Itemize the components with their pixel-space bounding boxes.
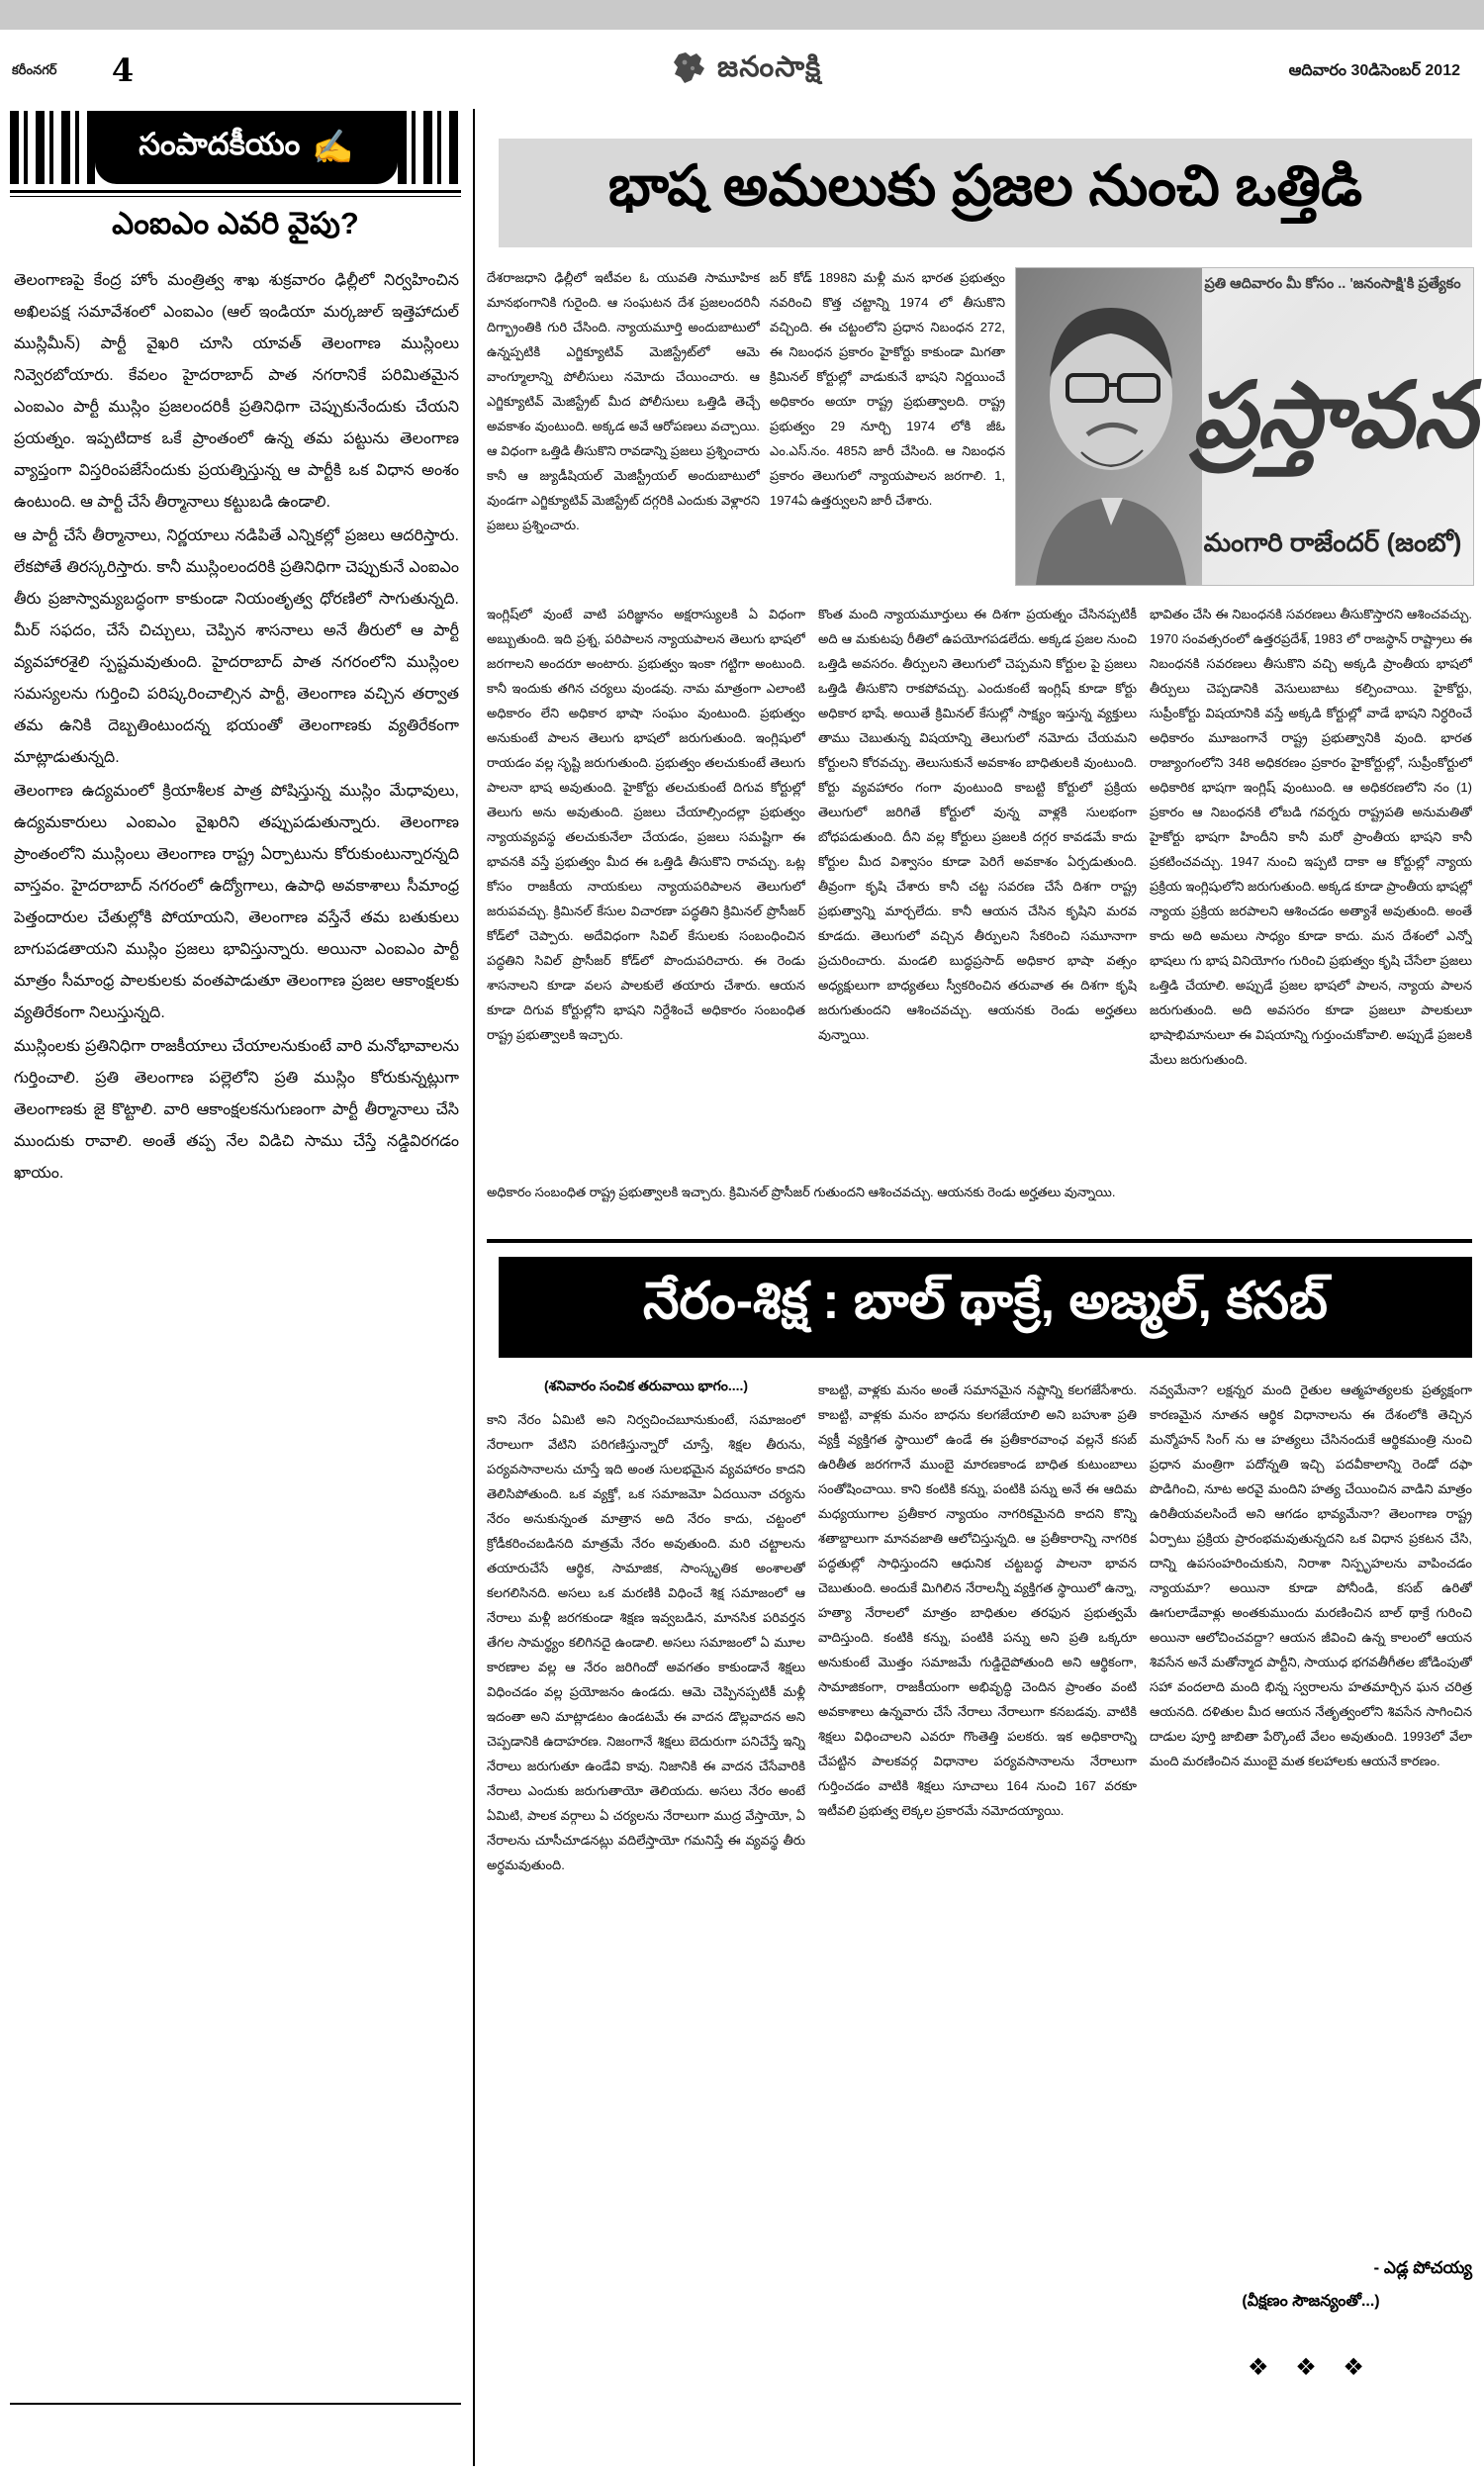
editorial-paragraph: తెలంగాణ ఉద్యమంలో క్రియాశీలక పాత్ర పోషిస్తున్న ముస్లిం మేధావులు, ఉద్యమకారులు ఎంఐఎం వైఖరిని తప్పుపడుతున్నారు. తెలంగాణ ప్రాంతంలోని ముస్లింలు తెలంగాణ రాష్ట్ర ఏర్పాటును కోరుకుంటున్నారన్నది వాస్తవం. హైదరాబాద్ నగరంలో ఉద్యోగాలు, ఉపాధి అవకాశాలు సీమాంధ్ర పెత్తందారుల చేతుల్లోకి పోయాయని, తెలంగాణ వస్తేనే తమ బతుకులు బాగుపడతాయని ముస్లిం ప్రజలు భావిస్తున్నారు. అయినా ఎంఐఎం పార్టీ మాత్రం సీమాంధ్ర పాలకులకు వంతపాడుతూ తెలంగాణ ప్రజల ఆకాంక్షలకు వ్యతిరేకంగా నిలుస్తున్నది.	[14, 783, 459, 1021]
article2-source-credit: (వీక్షణం సౌజన్యంతో...)	[1242, 2293, 1380, 2310]
banner-stripes-right	[398, 111, 461, 184]
editorial-paragraph: ఆ పార్టీ చేసే తీర్మానాలు, నిర్ణయాలు నడిపితే ఎన్నికల్లో ప్రజలు ఆదరిస్తారు. లేకపోతే తిరస్కరిస్తారు. కానీ ముస్లింలందరికి ప్రతినిధిగా చెప్పుకునే ఎంఐఎం తీరు ప్రజాస్వామ్యబద్ధంగా కాకుండా నియంతృత్వ ధోరణిలో సాగుతున్నది. మీర్ సఫదం, చేసే చిచ్చులు, చెప్పిన శాసనాలు అనే తీరులో ఆ పార్టీ వ్యవహారశైలి స్పష్టమవుతుంది. హైదరాబాద్ పాత నగరంలోని ముస్లింల సమస్యలను గుర్తించి పరిష్కరించాల్సిన పార్టీ, తెలంగాణ వచ్చిన తర్వాత తమ ఉనికి దెబ్బతింటుందన్న భయంతో తెలంగాణకు వ్యతిరేకంగా మాట్లాడుతున్నది.	[14, 527, 459, 766]
article1-headline-banner: భాష అమలుకు ప్రజల నుంచి ఒత్తిడి	[499, 139, 1472, 247]
editorial-paragraph: తెలంగాణపై కేంద్ర హోం మంత్రిత్వ శాఖ శుక్రవారం ఢిల్లీలో నిర్వహించిన అఖిలపక్ష సమావేశంలో ఎంఐఎం (ఆల్ ఇండియా మర్కజుల్ ఇత్తెహాదుల్ ముస్లిమీన్) పార్టీ వైఖరి చూసి యావత్ తెలంగాణ ముస్లింలు నివ్వెరబోయారు. కేవలం హైదరాబాద్ పాత నగరానికే పరిమితమైన ఎంఐఎం పార్టీ ముస్లిం ప్రజలందరికీ ప్రతినిధిగా చెప్పుకునేందుకు చేయని ప్రయత్నం. ఇప్పటిదాక ఒకే ప్రాంతంలో ఉన్న తమ పట్టును తెలంగాణ వ్యాప్తంగా విస్తరింపజేసేందుకు ప్రయత్నిస్తున్న ఆ పార్టీకి ఒక విధాన అంశం ఉంటుంది. ఆ పార్టీ చేసే తీర్మానాలు కట్టుబడి ఉండాలి.	[14, 272, 459, 511]
editorial-double-rule	[10, 190, 461, 197]
article1-body-column-1: ఇంగ్లిష్‌లో వుంటే వాటి పరిజ్ఞానం అక్షరాస్యులకి ఏ విధంగా అబ్బుతుంది. ఇది ప్రశ్న, పరిపాలన న్యాయపాలన తెలుగు భాషలో జరగాలని అందరూ అంటారు. ప్రభుత్వం ఇంకా గట్టిగా అంటుంది. కానీ ఇందుకు తగిన చర్యలు వుండవు. నామ మాత్రంగా ఎలాంటి అధికారం లేని అధికార భాషా సంఘం వుంటుంది. ప్రభుత్వం అనుకుంటే పాలన తెలుగు భాషలో జరుగుతుంది. ఇంగ్లిషులో రాయడం వల్ల సృష్టి జరుగుతుంది. ప్రభుత్వం తలచుకుంటే తెలుగు పాలనా భాష అవుతుంది. హైకోర్టు తలచుకుంటే దిగువ కోర్టుల్లో తెలుగు అను అవుతుంది. ప్రజలు చేయాల్సిందల్లా ప్రభుత్వం న్యాయవ్యవస్థ తలచుకునేలా చేయడం, ప్రజలు సమష్టిగా ఈ భావనకి వస్తే ప్రభుత్వం మీద ఈ ఒత్తిడి తీసుకొని రావచ్చు. ఒట్ల కోసం రాజకీయ నాయకులు న్యాయపరిపాలన తెలుగులో జరుపవచ్చు. క్రిమినల్ కేసుల విచారణా పద్ధతిని క్రిమినల్ ప్రొసీజర్ కోడ్‌లో చెప్పారు. అదేవిధంగా సివిల్ కేసులకు సంబంధించిన పద్ధతిని సివిల్ ప్రొసీజర్ కోడ్‌లో పొందుపరిచారు. ఈ రెండు శాసనాలని కూడా వలస పాలకులే తయారు చేశారు. ఆయన కూడా దిగువ కోర్టుల్లోని భాషని నిర్దేశించే అధికారం సంబంధిత రాష్ట్ర ప్రభుత్వాలకి ఇచ్చారు.	[487, 607, 805, 1042]
writing-hand-icon: ✍	[312, 129, 354, 166]
editorial-bottom-rule	[10, 2403, 461, 2405]
page-number: 4	[99, 49, 146, 90]
editorial-section-title: సంపాదకీయం	[139, 126, 301, 161]
article2-body-column-2: కాబట్టి, వాళ్లకు మనం అంతే సమానమైన నష్టాన్ని కలగజేసేశారు. కాబట్టి, వాళ్లకు మనం బాధను కలగజేయాలి అని బహుశా ప్రతి వ్యక్తీ వ్యక్తిగత స్థాయిలో ఉండే ఈ ప్రతీకారవాంఛ వల్లనే కసబ్ ఉరితీత జరగగానే ముంబై మారణకాండ బాధిత కుటుంబాలు సంతోషించాయి. కాని కంటికి కన్ను, పంటికి పన్ను అనే ఈ ఆదిమ మధ్యయుగాల ప్రతీకార న్యాయం నాగరికమైనది కాదని కొన్ని శతాబ్దాలుగా మానవజాతి ఆలోచిస్తున్నది. ఆ ప్రతీకారాన్ని నాగరిక పద్ధతుల్లో సాధిస్తుందని ఆధునిక చట్టబద్ధ పాలనా భావన చెబుతుంది. అందుకే మిగిలిన నేరాలన్నీ వ్యక్తిగత స్థాయిలో ఉన్నా, హత్యా నేరాలలో మాత్రం బాధితుల తరఫున ప్రభుత్వమే వాదిస్తుంది. కంటికి కన్ను, పంటికి పన్ను అని ప్రతి ఒక్కరూ అనుకుంటే మొత్తం సమాజమే గుడ్డిదైపోతుంది అని ఆర్థికంగా, సామాజికంగా, రాజకీయంగా అభివృద్ధి చెందిన ప్రాంతం వంటి అవకాశాలు ఉన్నవారు చేసే నేరాలు నేరాలుగా కనబడవు. వాటికి శిక్షలు విధించాలని ఎవరూ గొంతెత్తి పలకరు. ఇక అధికారాన్ని చేపట్టిన పాలకవర్గ విధానాల పర్యవసానాలను నేరాలుగా గుర్తించడం వాటికి శిక్షలు సూచాలు 164 నుంచి 167 వరకూ ఇటీవలి ప్రభుత్వ లెక్కల ప్రకారమే నమోదయ్యాయి.	[818, 1382, 1137, 1818]
article2-author-signature: - ఎడ్ల పోచయ్య	[1373, 2258, 1472, 2277]
issue-date: ఆదివారం 30డిసెంబర్ 2012	[1288, 62, 1460, 79]
article1-body-column-3: భావితం చేసి ఈ నిబంధనకి సవరణలు తీసుకొస్తారని ఆశించవచ్చు. 1970 సంవత్సరంలో ఉత్తరప్రదేశ్, 1983 లో రాజస్థాన్ రాష్ట్రాలు ఈ నిబంధనకి సవరణలు తీసుకొని వచ్చి అక్కడి ప్రాంతీయ భాషలో తీర్పులు చెప్పడానికి వెసులుబాటు కల్పించాయి. హైకోర్టు, సుప్రీంకోర్టు విషయానికి వస్తే అక్కడి కోర్టుల్లో వాడే భాషని నిర్ధరించే అధికారం మూజంగానే రాష్ట్ర ప్రభుత్వానికి వుంది. భారత రాజ్యాంగంలోని 348 అధికరణం ప్రకారం హైకోర్టుల్లో, సుప్రీంకోర్టులో అధికారిక భాషగా ఇంగ్లిష్ వుంటుంది. ఆ అధికరణలోని నం (1) ప్రకారం ఆ నిబంధనకి లోబడి గవర్నరు రాష్ట్రపతి అనుమతితో హైకోర్టు భాషగా హిందీని కానీ మరో ప్రాంతీయ భాషని కానీ ప్రకటించవచ్చు. 1947 నుంచి ఇప్పటి దాకా ఆ కోర్టుల్లో న్యాయ ప్రక్రియ ఇంగ్లిషులోని జరుగుతుంది. అక్కడ కూడా ప్రాంతీయ భాషల్లో న్యాయ ప్రక్రియ జరపాలని ఆశించడం అత్యాశే అవుతుంది. అంతే కాదు అది అమలు సాధ్యం కూడా కాదు. మన దేశంలో ఎన్నో భాషలు గు భాష వినియోగం గురించి ప్రభుత్వం కృషి చేసేలా ప్రజలు ఒత్తిడి చేయాలి. అప్పుడే ప్రజల భాషలో పాలన, న్యాయ పాలన జరుగుతుంది. అది అవసరం కూడా ప్రజలూ పాలకులూ భాషాభిమానులూ ఈ విషయాన్ని గుర్తుంచుకోవాలి. అప్పుడే ప్రజలకి మేలు జరుగుతుంది.	[1150, 607, 1472, 1067]
article1-closing-line: అధికారం సంబంధిత రాష్ట్ర ప్రభుత్వాలకి ఇచ్చారు. క్రిమినల్ ప్రొసీజర్ గుతుందని ఆశించవచ్చు. ఆయనకు రెండు అర్హతలు వున్నాయి.	[487, 1185, 1116, 1199]
masthead-title: జనంసాక్షి	[717, 51, 822, 83]
editorial-section-banner-core	[95, 111, 398, 184]
feature-author-byline: మంగారి రాజేందర్ (జంబో)	[1203, 527, 1462, 557]
article-end-ornament: ❖ ❖ ❖	[1248, 2354, 1374, 2381]
articles-region	[473, 109, 1482, 2466]
article2-continuation-note: (శనివారం సంచిక తరువాయి భాగం....)	[543, 1378, 749, 1393]
editorial-body	[14, 265, 459, 2393]
page-header-bar	[0, 0, 1484, 30]
article2-body-column-3: నవ్వమేనా? లక్షన్నర మంది రైతుల ఆత్మహత్యలకు ప్రత్యక్షంగా కారణమైన నూతన ఆర్థిక విధానాలను ఈ దేశంలోకి తెచ్చిన మన్మోహన్ సింగ్ ను ఆ హత్యలు చేసినందుకే ఆర్థికమంత్రి నుంచి ప్రధాన మంత్రిగా పదోన్నతి ఇచ్చి పదవీకాలాన్ని రెండో దఫా పొడిగించి, నూట అరవై మందిని హత్య చేయించిన వాడిని మాత్రం ఉరితీయవలసిందే అని ఆగడం భావ్యమేనా? తెలంగాణ రాష్ట్ర ఏర్పాటు ప్రక్రియ ప్రారంభమవుతున్నదని ఒక విధాన ప్రకటన చేసి, దాన్ని ఉపసంహరించుకుని, నిరాశా నిస్పృహలను వాపించడం న్యాయమా? అయినా కూడా పోనీండి, కసబ్ ఉరితో ఊగులాడేవాళ్లు అంతకుముందు మరణించిన బాల్ థాక్రే గురించి అయినా ఆలోచించవద్దా? ఆయన జీవించి ఉన్న కాలంలో ఆయన శివసేన అనే మతోన్మాద పార్టీని, సాయుధ భగవతీగీతల జోడింపుతో సహా వందలాది మంది భిన్న స్వరాలను హతమార్చిన ఘన చరిత్ర ఆయనది. దళితుల మీద ఆయన నేతృత్వంలోని శివసేన సాగించిన దాడుల పూర్తి జాబితా పేర్కొంటే వేలం అవుతుంది. 1993లో వేలా మంది మరణించిన ముంబై మత కలహాలకు ఆయనే కారణం.	[1150, 1382, 1472, 1768]
editorial-paragraph: ముస్లింలకు ప్రతినిధిగా రాజకీయాలు చేయాలనుకుంటే వారి మనోభావాలను గుర్తించాలి. ప్రతి తెలంగాణ పల్లెలోని ప్రతి ముస్లిం కోరుకున్నట్లుగా తెలంగాణకు జై కొట్టాలి. వారి ఆకాంక్షలకనుగుణంగా పార్టీ తీర్మానాలు చేసి ముందుకు రావాలి. అంతే తప్ప నేల విడిచి సాము చేస్తే నడ్డివిరగడం ఖాయం.	[14, 1038, 459, 1182]
author-photo	[1016, 268, 1202, 585]
masthead-map-icon	[671, 50, 710, 93]
feature-box	[1015, 267, 1477, 586]
feature-tagline: ప్రతి ఆదివారం మీ కోసం .. 'జనంసాక్షి'కి ప్రత్యేకం	[1204, 276, 1461, 292]
masthead	[671, 49, 821, 93]
article2-headline-banner: నేరం-శిక్ష : బాల్ థాక్రే, అజ్మల్, కసబ్	[499, 1257, 1472, 1358]
article-divider-rule	[487, 1239, 1472, 1243]
article2-body-column-1: కాని నేరం ఏమిటి అని నిర్వచించబూనుకుంటే, సమాజంలో నేరాలుగా వేటిని పరిగణిస్తున్నారో చూస్తే, శిక్షల తీరును, పర్యవసానాలను చూస్తే ఇది అంత సులభమైన వ్యవహారం కాదని తెలిసిపోతుంది. ఒక వ్యక్తో, ఒక సమాజమో ఏదయినా చర్యను నేరం అనుకున్నంత మాత్రాన అది నేరం కాదు, చట్టంలో క్రోడీకరించబడినది మాత్రమే నేరం అవుతుంది. మరి చట్టాలను తయారుచేసే ఆర్థిక, సామాజిక, సాంస్కృతిక అంశాలతో కలగలిసినది. అసలు ఒక మరణికి విధించే శిక్ష సమాజంలో ఆ నేరాలు మళ్లీ జరగకుండా శిక్షణ ఇవ్వబడిన, మానసిక పరివర్తన తేగల సామర్థ్యం కలిగినదై ఉండాలి. అసలు సమాజంలో ఏ మూల కారణాల వల్ల ఆ నేరం జరిగిందో అవగతం కాకుండానే శిక్షలు విధించడం వల్ల ప్రయోజనం ఉండదు. ఆమె చెప్పినప్పటికీ మళ్లీ ఇదంతా అని మాట్లాడటం ఉండటమే ఈ వాదన డొల్లవాదన అని చెప్పడానికి ఉదాహరణ. నిజంగానే శిక్షలు బెదురుగా పనిచేస్తే ఇన్ని నేరాలు జరుగుతూ ఉండేవి కావు. నిజానికి ఈ వాదన చేసేవారికి నేరాలు ఎందుకు జరుగుతాయో తెలియదు. అసలు నేరం అంటే ఏమిటి, పాలక వర్గాలు ఏ చర్యలను నేరాలుగా ముద్ర వేస్తాయో, ఏ నేరాలను చూసీచూడనట్లు వదిలేస్తాయో గమనిస్తే ఈ వ్యవస్థ తీరు అర్థమవుతుంది.	[487, 1412, 805, 1872]
banner-stripes-left	[10, 111, 95, 184]
article1-intro-column-2: జర్ కోడ్ 1898ని మళ్లీ మన భారత ప్రభుత్వం నవరించి కొత్త చట్టాన్ని 1974 లో తీసుకొని వచ్చింది. ఈ చట్టంలోని ప్రధాన నిబంధన 272, ఈ నిబంధన ప్రకారం హైకోర్టు కాకుండా మిగతా క్రిమినల్ కోర్టుల్లో వాడుకునే భాషని నిర్ణయించే అధికారం అయా రాష్ట్ర ప్రభుత్వాలది. రాష్ట్ర ప్రభుత్వం 29 నూర్చి 1974 లోకి జీఓ ఎం.ఎస్.నం. 485ని జారీ చేసింది. ఆ నిబంధన ప్రకారం తెలుగులో న్యాయపాలన జరగాలి. 1, 1974ఏ ఉత్తర్వులని జారీ చేశారు.	[770, 270, 1005, 508]
feature-title-calligraphy: ప్రస్తావన	[1192, 361, 1477, 468]
editorial-section-banner	[10, 111, 461, 184]
editorial-headline: ఎంఐఎం ఎవరి వైపు?	[112, 206, 359, 240]
article1-body-column-2: కొంత మంది న్యాయమూర్తులు ఈ దిశగా ప్రయత్నం చేసినప్పటికీ అది ఆ మకుటపు రీతిలో ఉపయోగపడలేదు. అక్కడ ప్రజల నుంచి ఒత్తిడి అవసరం. తీర్పులని తెలుగులో చెప్పమని కోర్టుల పై ప్రజలు ఒత్తిడి తీసుకొని రాకపోవచ్చు. ఎందుకంటే ఇంగ్లిష్ కూడా కోర్టు అధికార భాషే. అయితే క్రిమినల్ కేసుల్లో సాక్ష్యం ఇస్తున్న వ్యక్తులు తాము చెబుతున్న విషయాన్ని తెలుగులో నమోదు చేయమని కోర్టులని కోరవచ్చు. తెలుసుకునే అవకాశం బాధితులకి వుంటుంది. కోర్టు వ్యవహారం గంగా వుంటుంది కాబట్టి కోర్టులో ప్రక్రియ తెలుగులో జరిగితే కోర్టులో వున్న వాళ్లకి సులభంగా బోధపడుతుంది. దీని వల్ల కోర్టులు ప్రజలకి దగ్గర కావడమే కాదు కోర్టుల మీద విశ్వాసం కూడా పెరిగే అవకాశం ఏర్పడుతుంది. తీవ్రంగా కృషి చేశారు కానీ చట్ట సవరణ చేసే దిశగా రాష్ట్ర ప్రభుత్వాన్ని మార్చలేదు. కానీ ఆయన చేసిన కృషిని మరవ కూడదు. తెలుగులో వచ్చిన తీర్పులని సేకరించి సమూనాగా ప్రచురించారు. మండలి బుద్ధప్రసాద్ అధికార భాషా వత్సం అధ్యక్షులుగా బాధ్యతలు స్వీకరించిన తరువాత ఈ దిశగా కృషి జరుగుతుందని ఆశించవచ్చు. ఆయనకు రెండు అర్హతలు వున్నాయి.	[818, 607, 1137, 1042]
article1-intro-column-1: దేశరాజధాని ఢిల్లీలో ఇటీవల ఓ యువతి సామూహిక మానభంగానికి గురైంది. ఆ సంఘటన దేశ ప్రజలందరినీ దిగ్భ్రాంతికి గురి చేసింది. న్యాయమూర్తి అందుబాటులో ఉన్నప్పటికి ఎగ్జిక్యూటివ్ మెజిస్ట్రేట్‌లో ఆమె వాంగ్మూలాన్ని పోలీసులు నమోదు చేయించారు. ఆ ఎగ్జిక్యూటివ్ మెజిస్ట్రేట్ మీద పోలీసులు ఒత్తిడి తెచ్చే అవకాశం వుంటుంది. అక్కడ అవే ఆరోపణలు వచ్చాయి. ఆ విధంగా ఒత్తిడి తీసుకొని రావడాన్ని ప్రజలు ప్రశ్నించారు కానీ ఆ జ్యుడీషియల్ మెజిస్ట్రీయల్ అందుబాటులో వుండగా ఎగ్జిక్యూటివ్ మెజిస్ట్రేట్ దగ్గరికి ఎందుకు వెళ్లారని ప్రజలు ప్రశ్నించారు.	[487, 270, 760, 532]
edition-region-label: కరీంనగర్	[12, 62, 57, 77]
